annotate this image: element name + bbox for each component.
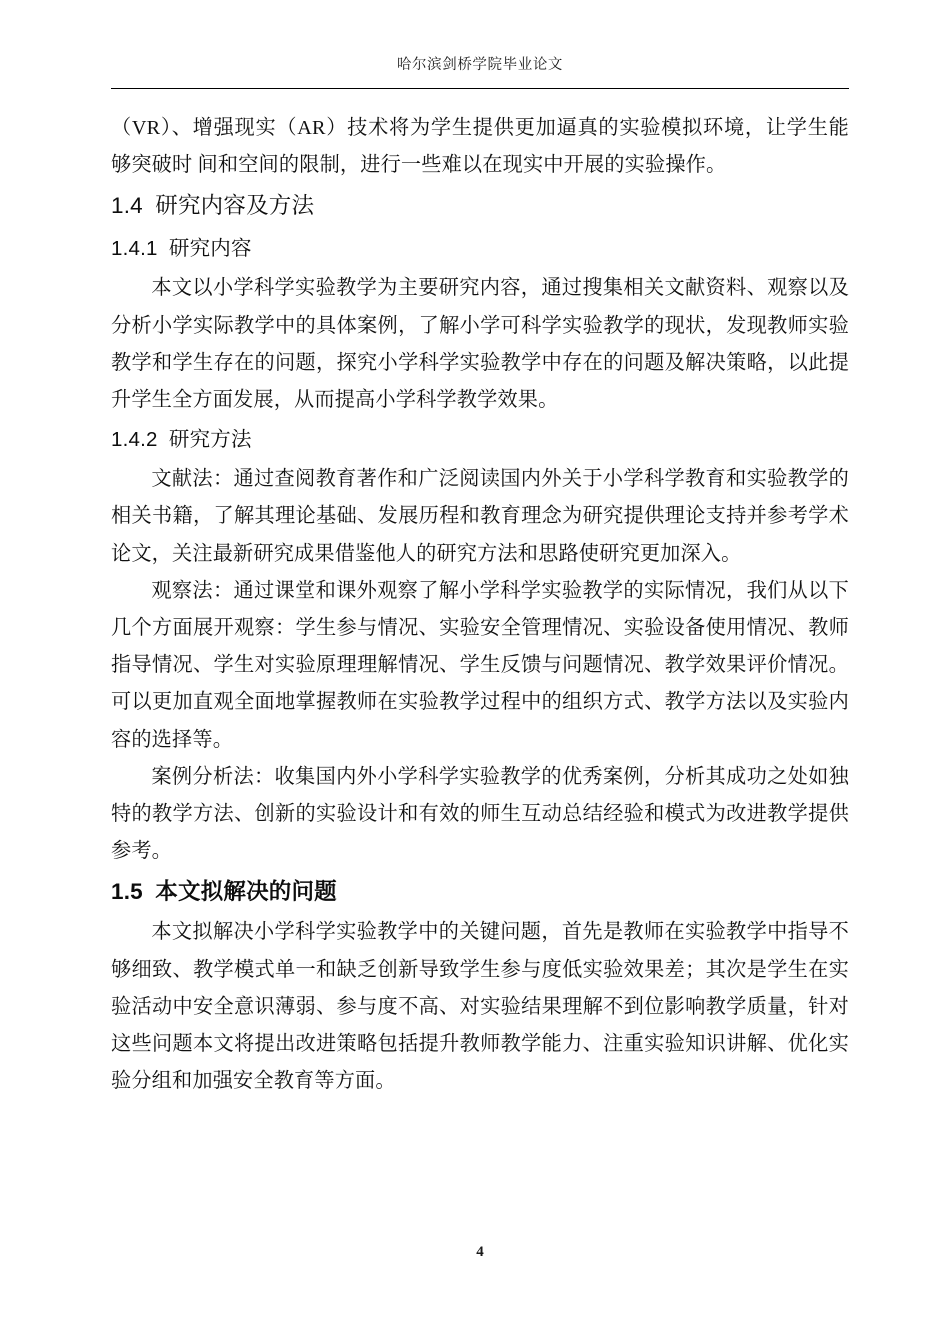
heading-1-4-2-title: 研究方法 <box>168 428 252 452</box>
heading-1-4-title: 研究内容及方法 <box>155 193 315 219</box>
page-number: 4 <box>476 1244 484 1260</box>
paragraph-method-observation: 观察法：通过课堂和课外观察了解小学科学实验教学的实际情况，我们从以下几个方面展开观察：学生参与情况、实验安全管理情况、实验设备使用情况、教师指导情况、学生对实验原理理解情况、学生反馈与问题情况、教学效果评价情况。可以更加直观全面地掌握教师在实验教学过程中的组织方式、教学方法以及实验内容的选择等。 <box>111 579 849 751</box>
header-divider-rule <box>111 88 849 89</box>
paragraph-intro: （VR）、增强现实（AR）技术将为学生提供更加逼真的实验模拟环境，让学生能够突破时 间和空间的限制，进行一些难以在现实中开展的实验操作。 <box>111 117 849 177</box>
heading-1-4-number: 1.4 <box>111 193 143 219</box>
paragraph-method-case-analysis: 案例分析法：收集国内外小学科学实验教学的优秀案例，分析其成功之处如独特的教学方法、创新的实验设计和有效的师生互动总结经验和模式为改进教学提供参考。 <box>111 765 849 863</box>
heading-1-4-2 <box>111 419 849 461</box>
paragraph-problems-to-solve: 本文拟解决小学科学实验教学中的关键问题，首先是教师在实验教学中指导不够细致、教学模式单一和缺乏创新导致学生参与度低实验效果差；其次是学生在实验活动中安全意识薄弱、参与度不高、对实验结果理解不到位影响教学质量，针对这些问题本文将提出改进策略包括提升教师教学能力、注重实验知识讲解、优化实验分组和加强安全教育等方面。 <box>111 921 849 1093</box>
document-body <box>111 110 849 1100</box>
heading-1-5 <box>111 870 849 914</box>
running-header-text: 哈尔滨剑桥学院毕业论文 <box>396 57 564 73</box>
page-footer <box>111 1243 849 1261</box>
running-header <box>111 56 849 74</box>
paragraph-method-literature: 文献法：通过查阅教育著作和广泛阅读国内外关于小学科学教育和实验教学的相关书籍，了解其理论基础、发展历程和教育理念为研究提供理论支持并参考学术论文，关注最新研究成果借鉴他人的研究方法和思路使研究更加深入。 <box>111 468 849 565</box>
heading-1-4 <box>111 184 849 228</box>
heading-1-4-1-title: 研究内容 <box>168 237 252 261</box>
heading-1-5-number: 1.5 <box>111 879 143 905</box>
heading-1-4-2-number: 1.4.2 <box>111 428 158 452</box>
heading-1-5-title: 本文拟解决的问题 <box>155 879 337 905</box>
paragraph-research-content: 本文以小学科学实验教学为主要研究内容，通过搜集相关文献资料、观察以及分析小学实际教学中的具体案例，了解小学可科学实验教学的现状，发现教师实验教学和学生存在的问题，探究小学科学实验教学中存在的问题及解决策略，以此提升学生全方面发展，从而提高小学科学教学效果。 <box>111 277 849 412</box>
heading-1-4-1 <box>111 228 849 270</box>
heading-1-4-1-number: 1.4.1 <box>111 237 158 261</box>
